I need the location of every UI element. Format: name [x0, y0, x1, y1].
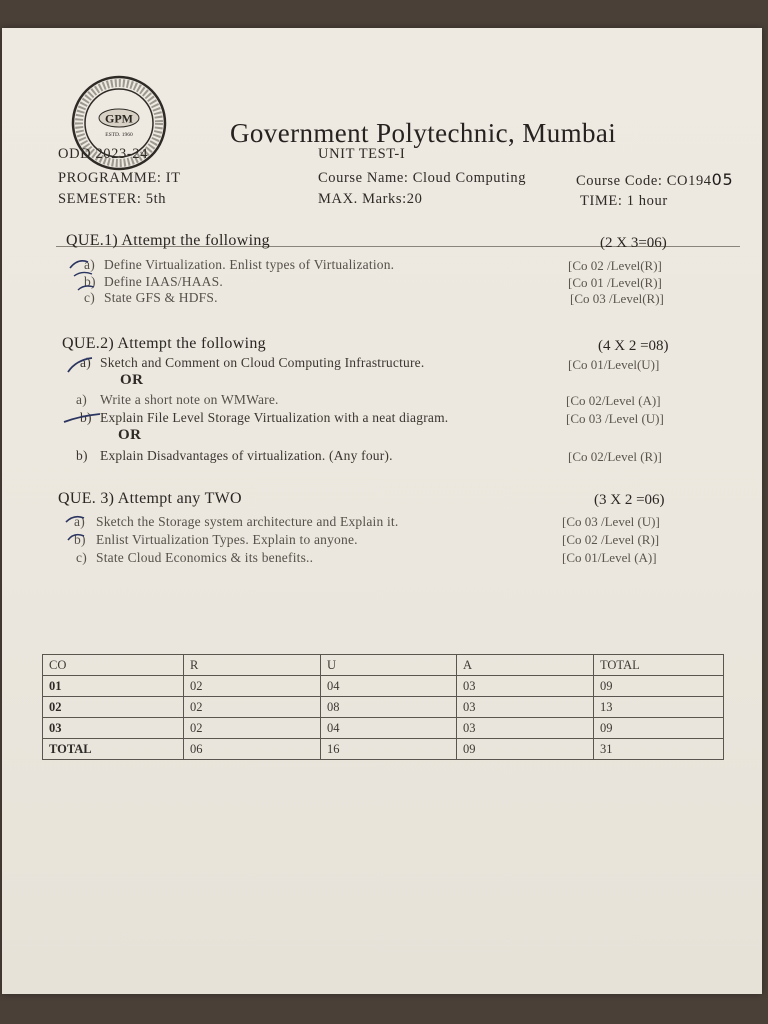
table-row — [43, 718, 724, 739]
table-cell: 02 — [184, 697, 321, 718]
q1-c-label: c) — [84, 290, 95, 305]
q2-a-co: [Co 01/Level(U)] — [568, 357, 660, 372]
programme-label: PROGRAMME: IT — [58, 170, 181, 186]
svg-text:GPM: GPM — [105, 111, 133, 126]
q3-c-co: [Co 01/Level (A)] — [562, 550, 657, 565]
table-cell: 04 — [321, 676, 457, 697]
term-label: ODD 2023-24 — [58, 146, 148, 162]
q2-b-alt-label: b) — [76, 448, 88, 463]
q3-b-text: Enlist Virtualization Types. Explain to anyone. — [96, 532, 358, 547]
table-header-cell: CO — [43, 655, 184, 676]
table-cell: 03 — [457, 676, 594, 697]
svg-text:ESTD. 1960: ESTD. 1960 — [105, 132, 133, 138]
q1-c-text: State GFS & HDFS. — [104, 290, 218, 305]
course-code-printed: Course Code: CO194 — [576, 173, 712, 189]
table-cell: 03 — [43, 718, 184, 739]
q2-a-label: a) — [80, 355, 91, 370]
q1-b-label: b) — [84, 274, 96, 289]
table-cell: 04 — [321, 718, 457, 739]
q1-a-label: a) — [84, 257, 95, 272]
table-cell: 31 — [594, 739, 724, 760]
co-distribution-table — [42, 654, 724, 760]
q3-a-label: a) — [74, 514, 85, 529]
q1-heading: QUE.1) Attempt the following — [66, 232, 270, 249]
table-row — [43, 697, 724, 718]
table-cell: 16 — [321, 739, 457, 760]
q2-heading: QUE.2) Attempt the following — [62, 335, 266, 352]
q3-a-co: [Co 03 /Level (U)] — [562, 514, 660, 529]
q1-b-co: [Co 01 /Level(R)] — [568, 275, 662, 290]
pen-tick-mark — [60, 408, 110, 428]
q2-a-alt-label: a) — [76, 392, 87, 407]
max-marks-label: MAX. Marks:20 — [318, 191, 423, 207]
pen-tick-mark — [62, 254, 112, 304]
q3-c-label: c) — [76, 550, 87, 565]
table-cell: 01 — [43, 676, 184, 697]
table-header-cell: A — [457, 655, 594, 676]
pen-tick-mark — [62, 354, 112, 378]
q2-or-2: OR — [118, 427, 142, 443]
table-cell: 02 — [43, 697, 184, 718]
table-cell: 09 — [594, 718, 724, 739]
q2-b-alt-co: [Co 02/Level (R)] — [568, 449, 662, 464]
q2-or-1: OR — [120, 372, 144, 388]
table-cell: 03 — [457, 697, 594, 718]
table-cell: 13 — [594, 697, 724, 718]
table-cell: 09 — [594, 676, 724, 697]
table-header-cell: TOTAL — [594, 655, 724, 676]
table-cell: 08 — [321, 697, 457, 718]
q2-b-text: Explain File Level Storage Virtualization with a neat diagram. — [100, 410, 449, 425]
table-cell: TOTAL — [43, 739, 184, 760]
q2-a-alt-co: [Co 02/Level (A)] — [566, 393, 661, 408]
table-cell: 06 — [184, 739, 321, 760]
table-row — [43, 676, 724, 697]
q1-a-co: [Co 02 /Level(R)] — [568, 258, 662, 273]
table-header-cell: R — [184, 655, 321, 676]
q3-heading: QUE. 3) Attempt any TWO — [58, 490, 242, 507]
table-cell: 09 — [457, 739, 594, 760]
q2-a-text: Sketch and Comment on Cloud Computing Infrastructure. — [100, 355, 425, 370]
table-cell: 03 — [457, 718, 594, 739]
course-name: Course Name: Cloud Computing — [318, 170, 527, 186]
semester-label: SEMESTER: 5th — [58, 191, 167, 207]
exam-paper — [2, 28, 762, 994]
q3-b-co: [Co 02 /Level (R)] — [562, 532, 660, 547]
q2-b-co: [Co 03 /Level (U)] — [566, 411, 664, 426]
q3-c-text: State Cloud Economics & its benefits.. — [96, 550, 314, 565]
table-header-row — [43, 655, 724, 676]
table-row — [43, 739, 724, 760]
table-cell: 02 — [184, 676, 321, 697]
pen-tick-mark — [60, 512, 100, 548]
q3-marks: (3 X 2 =06) — [594, 492, 665, 508]
q2-a-alt-text: Write a short note on WMWare. — [100, 392, 279, 407]
unit-test-label: UNIT TEST-I — [318, 146, 406, 162]
q1-marks: (2 X 3=06) — [600, 235, 667, 251]
institute-title: Government Polytechnic, Mumbai — [230, 118, 617, 148]
q3-b-label: b) — [74, 532, 86, 547]
q2-marks: (4 X 2 =08) — [598, 338, 669, 354]
table-cell: 02 — [184, 718, 321, 739]
q2-b-label: b) — [80, 410, 92, 425]
q2-b-alt-text: Explain Disadvantages of virtualization. (Any four). — [100, 448, 393, 463]
course-code — [576, 170, 733, 190]
time-label: TIME: 1 hour — [580, 193, 668, 209]
q1-a-text: Define Virtualization. Enlist types of Virtualization. — [104, 257, 395, 272]
course-code-handwritten: 05 — [711, 170, 734, 189]
q1-c-co: [Co 03 /Level(R)] — [570, 291, 664, 306]
table-header-cell: U — [321, 655, 457, 676]
q1-b-text: Define IAAS/HAAS. — [104, 274, 223, 289]
q3-a-text: Sketch the Storage system architecture and Explain it. — [96, 514, 399, 529]
